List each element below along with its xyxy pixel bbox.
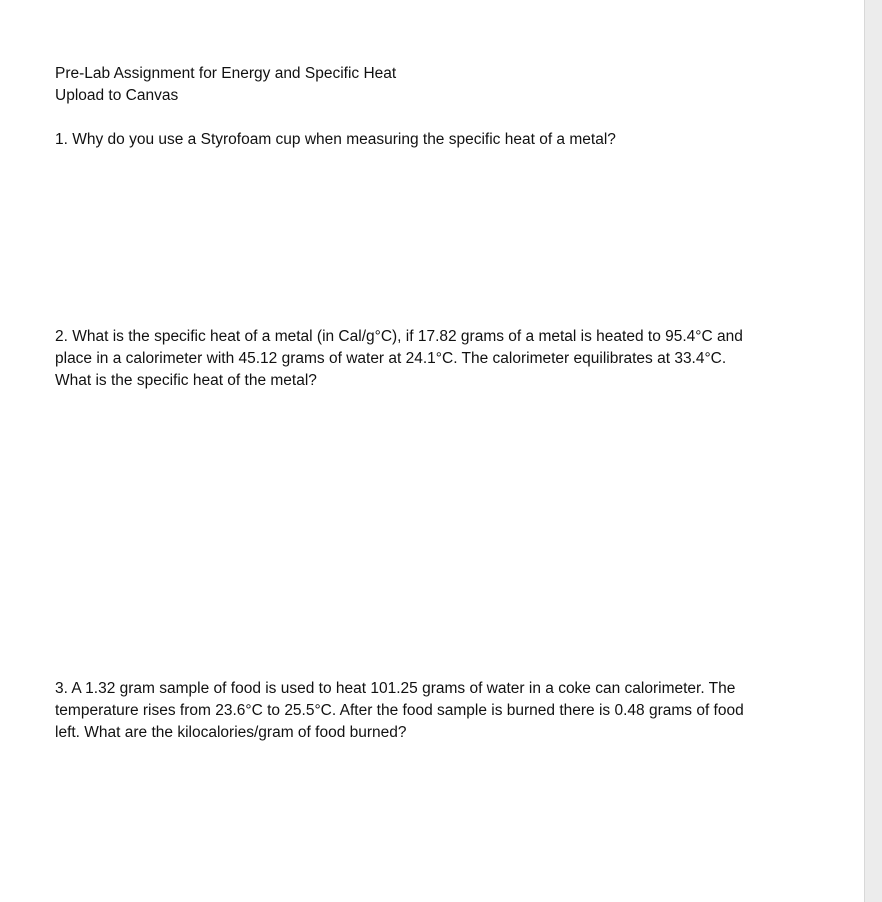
document-subtitle: Upload to Canvas (55, 87, 179, 104)
question-1-text: 1. Why do you use a Styrofoam cup when measuring the specific heat of a metal? (55, 131, 616, 148)
document-title: Pre-Lab Assignment for Energy and Specific Heat (55, 65, 397, 82)
question-2-text: 2. What is the specific heat of a metal (in Cal/g°C), if 17.82 grams of a metal is heated to 95.4°C and place in a calorimeter with 45.12 grams of water at 24.1°C. The calorimeter equilibrates at 33.4°C. What is the specific heat of the metal? (55, 328, 743, 389)
document-header (55, 63, 775, 107)
question-2 (55, 326, 765, 392)
vertical-scrollbar[interactable] (864, 0, 882, 902)
question-1 (55, 129, 765, 151)
question-3 (55, 678, 765, 744)
question-3-text: 3. A 1.32 gram sample of food is used to heat 101.25 grams of water in a coke can calorimeter. The temperature rises from 23.6°C to 25.5°C. After the food sample is burned there is 0.48 grams of food left. What are the kilocalories/gram of food burned? (55, 680, 744, 741)
